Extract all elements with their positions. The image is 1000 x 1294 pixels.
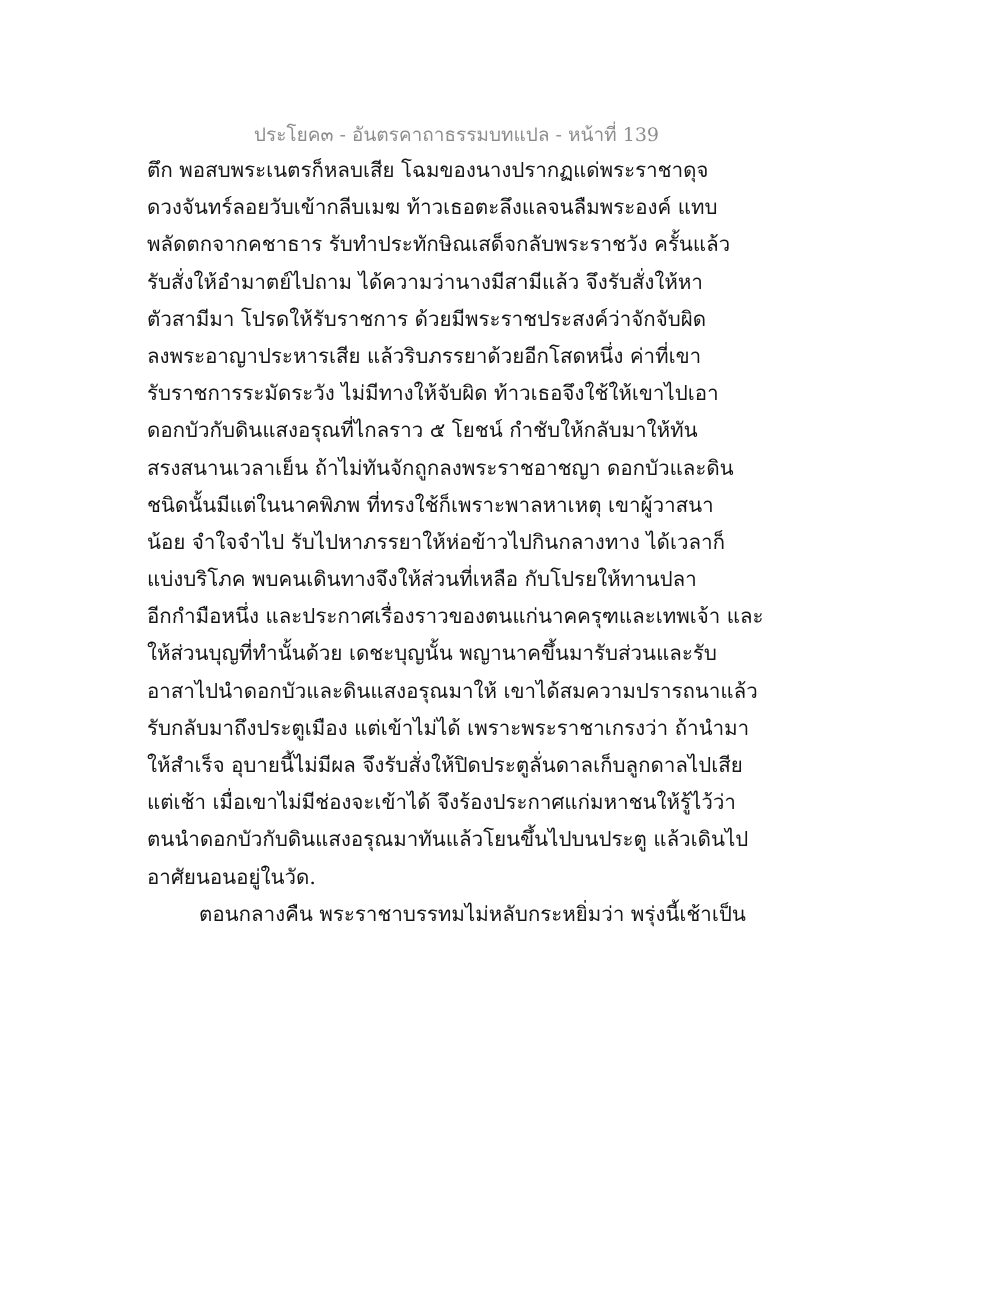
text-line: ตัวสามีมา โปรดให้รับราชการ ด้วยมีพระราชประสงค์ว่าจักจับผิด bbox=[147, 306, 707, 331]
text-line: ชนิดนั้นมีแต่ในนาคพิภพ ที่ทรงใช้ก็เพราะพาลหาเหตุ เขาผู้วาสนา bbox=[147, 492, 714, 517]
text-line: พลัดตกจากคชาธาร รับทำประทักษิณเสด็จกลับพระราชวัง ครั้นแล้ว bbox=[147, 232, 731, 257]
text-line: ให้ส่วนบุญที่ทำนั้นด้วย เดชะบุญนั้น พญานาคขึ้นมารับส่วนและรับ bbox=[147, 641, 717, 666]
body-text bbox=[147, 152, 764, 933]
text-line: ดอกบัวกับดินแสงอรุณที่ไกลราว ๕ โยชน์ กำชับให้กลับมาให้ทัน bbox=[147, 418, 698, 443]
text-line: แบ่งบริโภค พบคนเดินทางจึงให้ส่วนที่เหลือ กับโปรยให้ทานปลา bbox=[147, 567, 697, 592]
text-line: แต่เช้า เมื่อเขาไม่มีช่องจะเข้าได้ จึงร้องประกาศแก่มหาชนให้รู้ไว้ว่า bbox=[147, 790, 736, 815]
text-line: อาสาไปนำดอกบัวและดินแสงอรุณมาให้ เขาได้สมความปรารถนาแล้ว bbox=[147, 678, 758, 703]
text-line: รับสั่งให้อำมาตย์ไปถาม ได้ความว่านางมีสามีแล้ว จึงรับสั่งให้หา bbox=[147, 269, 703, 294]
text-line: ลงพระอาญาประหารเสีย แล้วริบภรรยาด้วยอีกโสดหนึ่ง ค่าที่เขา bbox=[147, 343, 702, 368]
text-line: สรงสนานเวลาเย็น ถ้าไม่ทันจักถูกลงพระราชอาชญา ดอกบัวและดิน bbox=[147, 455, 734, 480]
running-header: ประโยค๓ - อันตรคาถาธรรมบทแปล - หน้าที่ 139 bbox=[253, 124, 659, 146]
text-line: อีกกำมือหนึ่ง และประกาศเรื่องราวของตนแก่นาคครุฑและเทพเจ้า และ bbox=[147, 604, 764, 629]
text-line: ให้สำเร็จ อุบายนี้ไม่มีผล จึงรับสั่งให้ปิดประตูลั่นดาลเก็บลูกดาลไปเสีย bbox=[147, 753, 743, 777]
text-line: ตึก พอสบพระเนตรก็หลบเสีย โฉมของนางปรากฏแด่พระราชาดุจ bbox=[147, 158, 709, 182]
text-line: ตนนำดอกบัวกับดินแสงอรุณมาทันแล้วโยนขึ้นไปบนประตู แล้วเดินไป bbox=[147, 827, 749, 852]
text-line: รับราชการระมัดระวัง ไม่มีทางให้จับผิด ท้าวเธอจึงใช้ให้เขาไปเอา bbox=[147, 381, 719, 406]
text-line: อาศัยนอนอยู่ในวัด. bbox=[147, 864, 316, 889]
text-line: รับกลับมาถึงประตูเมือง แต่เข้าไม่ได้ เพราะพระราชาเกรงว่า ถ้านำมา bbox=[147, 715, 750, 740]
paragraph-first-line: ตอนกลางคืน พระราชาบรรทมไม่หลับกระหยิ่มว่า พรุ่งนี้เช้าเป็น bbox=[199, 901, 746, 926]
text-line: น้อย จำใจจำไป รับไปหาภรรยาให้ห่อข้าวไปกินกลางทาง ได้เวลาก็ bbox=[147, 529, 725, 554]
text-line: ดวงจันทร์ลอยวับเข้ากลีบเมฆ ท้าวเธอตะลึงแลจนลืมพระองค์ แทบ bbox=[147, 195, 718, 220]
